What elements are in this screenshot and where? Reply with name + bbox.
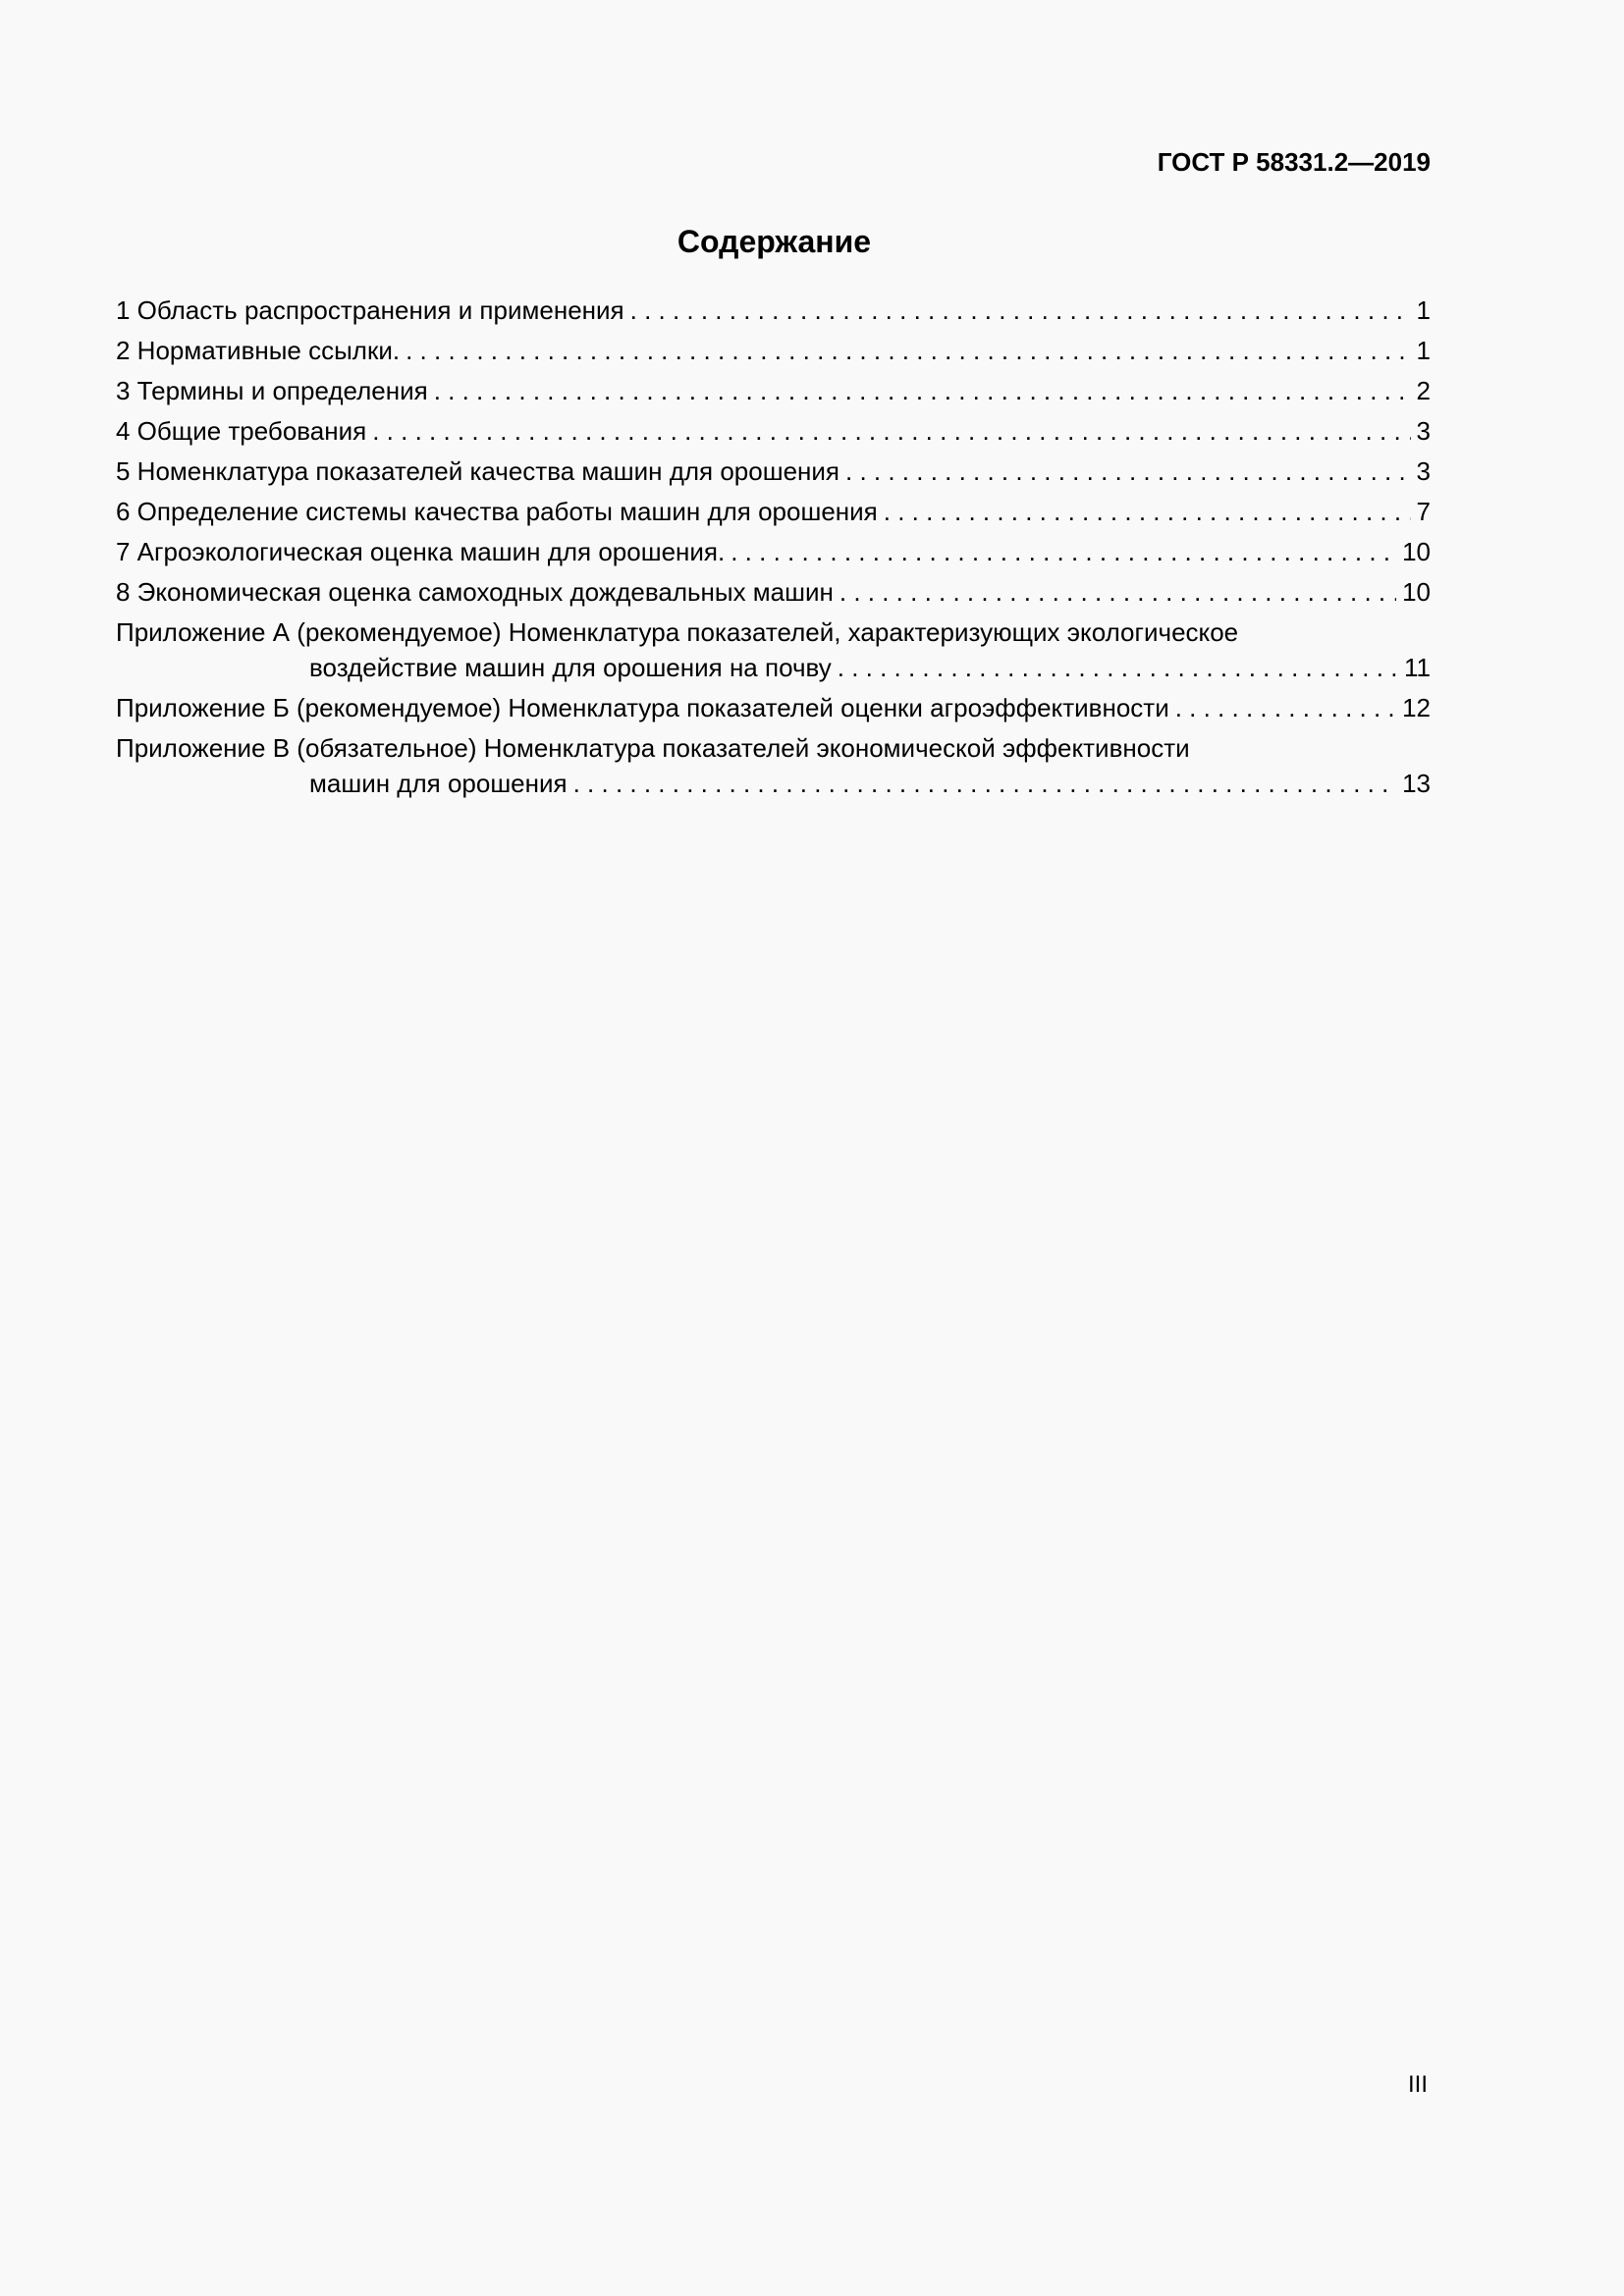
toc-entry-label-continuation: воздействие машин для орошения на почву xyxy=(309,653,832,682)
page-number: III xyxy=(1407,2071,1428,2098)
toc-entry-page: 10 xyxy=(1402,537,1431,566)
toc-entry-label: 1 Область распространения и применения xyxy=(116,295,624,325)
dot-leader xyxy=(568,766,1396,801)
toc-entry-appendix-a[interactable] xyxy=(116,614,1431,685)
toc-title: Содержание xyxy=(677,224,872,259)
toc-entry[interactable] xyxy=(116,494,1431,534)
toc-entry-page: 12 xyxy=(1402,693,1431,722)
toc-entry-label: 2 Нормативные ссылки. xyxy=(116,336,401,365)
dot-leader xyxy=(832,650,1398,685)
toc-entry-label: 8 Экономическая оценка самоходных дождевальных машин xyxy=(116,577,834,607)
toc-entry-page: 7 xyxy=(1416,497,1431,526)
toc-entry-label: Приложение А (рекомендуемое) Номенклатура показателей, характеризующих экологическое xyxy=(116,617,1239,647)
dot-leader xyxy=(400,333,1410,368)
toc-entry[interactable] xyxy=(116,534,1431,574)
toc-entry-label: Приложение В (обязательное) Номенклатура показателей экономической эффективности xyxy=(116,733,1190,763)
toc-entry-page: 1 xyxy=(1416,336,1431,365)
toc-entry-page: 3 xyxy=(1416,416,1431,446)
table-of-contents xyxy=(116,293,1431,806)
toc-entry-label: 7 Агроэкологическая оценка машин для орошения. xyxy=(116,537,726,566)
toc-entry-page: 11 xyxy=(1404,653,1431,682)
toc-entry-page: 10 xyxy=(1402,577,1431,607)
toc-entry-label: 5 Номенклатура показателей качества машин для орошения xyxy=(116,456,840,486)
toc-entry[interactable] xyxy=(116,293,1431,333)
toc-entry-page: 1 xyxy=(1416,295,1431,325)
toc-entry-label: Приложение Б (рекомендуемое) Номенклатура показателей оценки агроэффективности xyxy=(116,693,1169,722)
toc-entry[interactable] xyxy=(116,413,1431,454)
document-code: ГОСТ Р 58331.2—2019 xyxy=(1157,147,1431,177)
dot-leader xyxy=(834,574,1396,610)
toc-entry-page: 2 xyxy=(1416,376,1431,405)
toc-entry[interactable] xyxy=(116,454,1431,494)
toc-entry-appendix-b[interactable] xyxy=(116,690,1431,730)
toc-entry-label: 6 Определение системы качества работы машин для орошения xyxy=(116,497,878,526)
toc-entry-page: 3 xyxy=(1416,456,1431,486)
toc-entry-label-continuation: машин для орошения xyxy=(309,769,568,798)
toc-entry[interactable] xyxy=(116,373,1431,413)
toc-entry[interactable] xyxy=(116,333,1431,373)
dot-leader xyxy=(1169,690,1396,725)
dot-leader xyxy=(428,373,1411,408)
toc-entry[interactable] xyxy=(116,574,1431,614)
dot-leader xyxy=(624,293,1411,328)
dot-leader xyxy=(725,534,1396,569)
toc-entry-appendix-v[interactable] xyxy=(116,730,1431,801)
toc-entry-label: 4 Общие требования xyxy=(116,416,367,446)
dot-leader xyxy=(839,454,1411,489)
toc-entry-page: 13 xyxy=(1402,769,1431,798)
dot-leader xyxy=(878,494,1411,529)
toc-entry-label: 3 Термины и определения xyxy=(116,376,428,405)
dot-leader xyxy=(366,413,1410,449)
